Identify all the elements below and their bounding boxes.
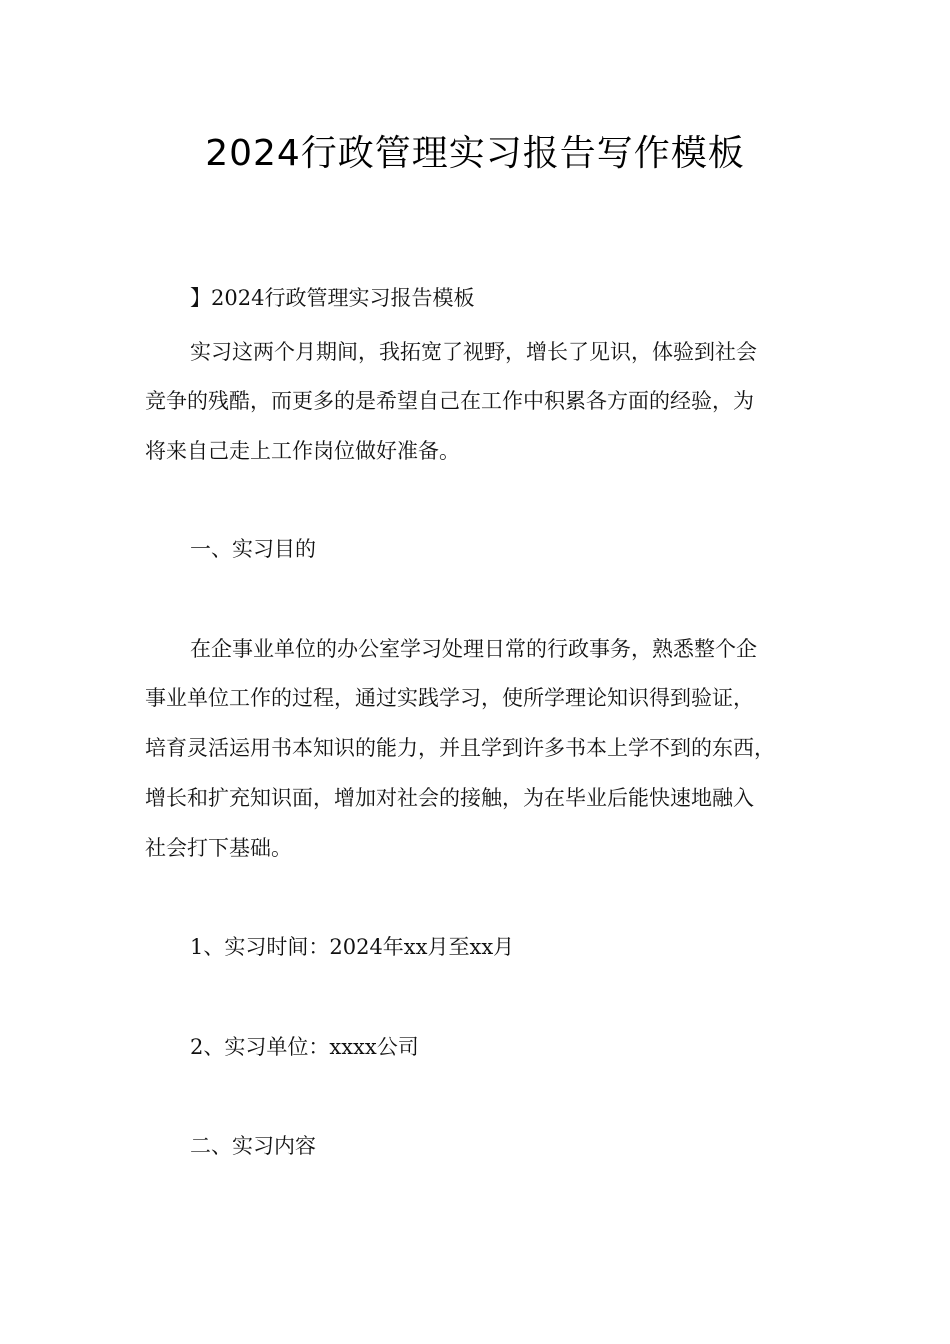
intro-line-1: 实习这两个月期间，我拓宽了视野，增长了见识，体验到社会 bbox=[190, 340, 757, 364]
document-title: 2024行政管理实习报告写作模板 bbox=[205, 133, 745, 174]
section1-line-3: 培育灵活运用书本知识的能力，并且学到许多书本上学不到的东西， bbox=[145, 736, 775, 760]
section1-heading: 一、实习目的 bbox=[190, 537, 316, 561]
section1-line-4: 增长和扩充知识面，增加对社会的接触，为在毕业后能快速地融入 bbox=[145, 786, 754, 810]
intro-line-2: 竞争的残酷，而更多的是希望自己在工作中积累各方面的经验，为 bbox=[145, 389, 754, 413]
subtitle-line: 】2024行政管理实习报告模板 bbox=[190, 286, 475, 310]
section2-heading: 二、实习内容 bbox=[190, 1134, 316, 1158]
section1-line-5: 社会打下基础。 bbox=[145, 836, 292, 860]
intro-line-3: 将来自己走上工作岗位做好准备。 bbox=[145, 439, 460, 463]
section1-line-2: 事业单位工作的过程，通过实践学习，使所学理论知识得到验证， bbox=[145, 686, 754, 710]
item-internship-unit: 2、实习单位：xxxx公司 bbox=[190, 1035, 419, 1059]
item-internship-time: 1、实习时间：2024年xx月至xx月 bbox=[190, 935, 515, 959]
section1-line-1: 在企事业单位的办公室学习处理日常的行政事务，熟悉整个企 bbox=[190, 637, 757, 661]
